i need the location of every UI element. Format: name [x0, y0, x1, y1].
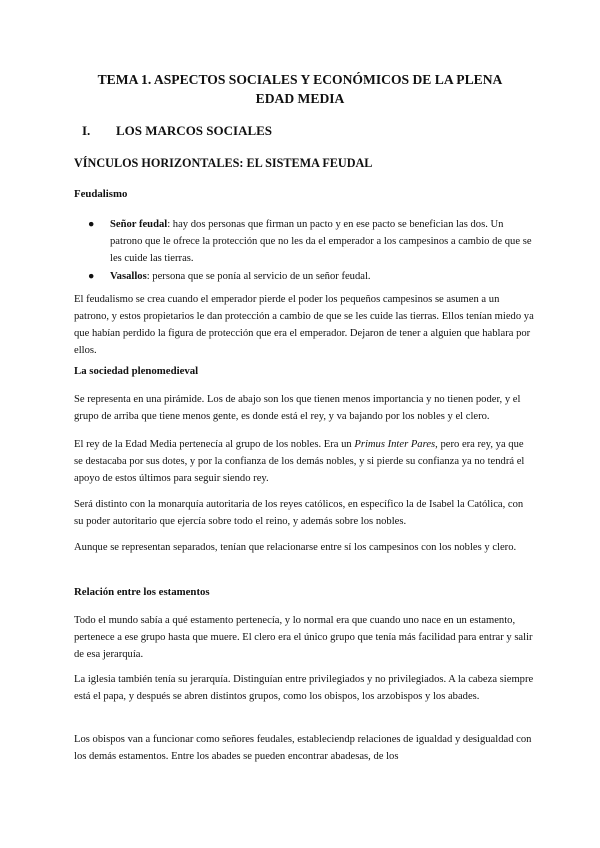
- list-item: [74, 268, 534, 285]
- paragraph-rey-before: El rey de la Edad Media pertenecía al grupo de los nobles. Era un: [74, 439, 355, 450]
- paragraph-iglesia: La iglesia también tenía su jerarquía. Distinguían entre privilegiados y no privilegiados. A la cabeza siempre está el papa, y después se abren distintos grupos, como los obispos, los arzobispos y los abades.: [74, 674, 534, 702]
- list-item-term: Vasallos: [110, 271, 147, 282]
- list-item-term: Señor feudal: [110, 219, 168, 230]
- list-item-text: : hay dos personas que firman un pacto y en ese pacto se benefician las dos. Un patrono que le ofrece la protección que no les da el emperador a los campesinos a cambio de que se les cuide las tierras.: [110, 219, 532, 264]
- title-line-2: EDAD MEDIA: [255, 91, 345, 106]
- paragraph-feudalismo: El feudalismo se crea cuando el emperador pierde el poder los pequeños campesinos se asumen a un patrono, y estos propietarios le dan protección a cambio de que se les cuide las tierras. Ellos tenían miedo ya que habían perdido la figura de protección que era el emperador. Dejaron de tener a alguien que hablara por ellos.: [74, 294, 534, 356]
- bullet-icon: ●: [88, 219, 95, 230]
- paragraph-rey: [74, 436, 534, 487]
- definition-list: [74, 216, 534, 286]
- section-heading: [82, 122, 272, 139]
- heading-sociedad: La sociedad plenomedieval: [74, 365, 199, 377]
- heading-feudalismo: Feudalismo: [74, 188, 128, 200]
- section-title: LOS MARCOS SOCIALES: [116, 123, 273, 138]
- subsection-heading: VÍNCULOS HORIZONTALES: EL SISTEMA FEUDAL: [74, 156, 373, 170]
- paragraph-separados: Aunque se representan separados, tenían que relacionarse entre sí los campesinos con los nobles y clero.: [74, 542, 517, 553]
- title-line-1: TEMA 1. ASPECTOS SOCIALES Y ECONÓMICOS DE LA PLENA: [97, 72, 503, 87]
- list-item-text: : persona que se ponía al servicio de un señor feudal.: [146, 271, 371, 282]
- paragraph-piramide: Se representa en una pirámide. Los de abajo son los que tienen menos importancia y no tienen poder, y el grupo de arriba que tiene menos gente, es donde está el rey, y va bajando por los nobles y el clero.: [74, 394, 521, 422]
- paragraph-monarquia: Será distinto con la monarquía autoritaria de los reyes católicos, en específico la de Isabel la Católica, con su poder autoritario que ejercía sobre todo el reino, y además sobre los nobles.: [74, 499, 524, 527]
- paragraph-rey-emphasis: Primus Inter Pares: [354, 439, 436, 450]
- section-number: I.: [82, 123, 91, 138]
- list-item: [74, 216, 534, 267]
- paragraph-rey-after: , pero era rey, ya que se destacaba por sus dotes, y por la confianza de los demás nobles, y si pierde su confianza ya no tendrá el apoyo de estos últimos para seguir siendo rey.: [74, 439, 525, 484]
- paragraph-estamento: Todo el mundo sabía a qué estamento pertenecía, y lo normal era que cuando uno nace en un estamento, pertenece a ese grupo hasta que muere. El clero era el único grupo que tenía más facilidad para entrar y salir de esa jerarquía.: [74, 615, 533, 660]
- heading-relacion: Relación entre los estamentos: [74, 586, 210, 598]
- document-title: [60, 70, 540, 108]
- paragraph-obispos: Los obispos van a funcionar como señores feudales, estableciendp relaciones de igualdad y desigualdad con los demás estamentos. Entre los abades se pueden encontrar abadesas, de los: [74, 734, 532, 762]
- bullet-icon: ●: [88, 271, 95, 282]
